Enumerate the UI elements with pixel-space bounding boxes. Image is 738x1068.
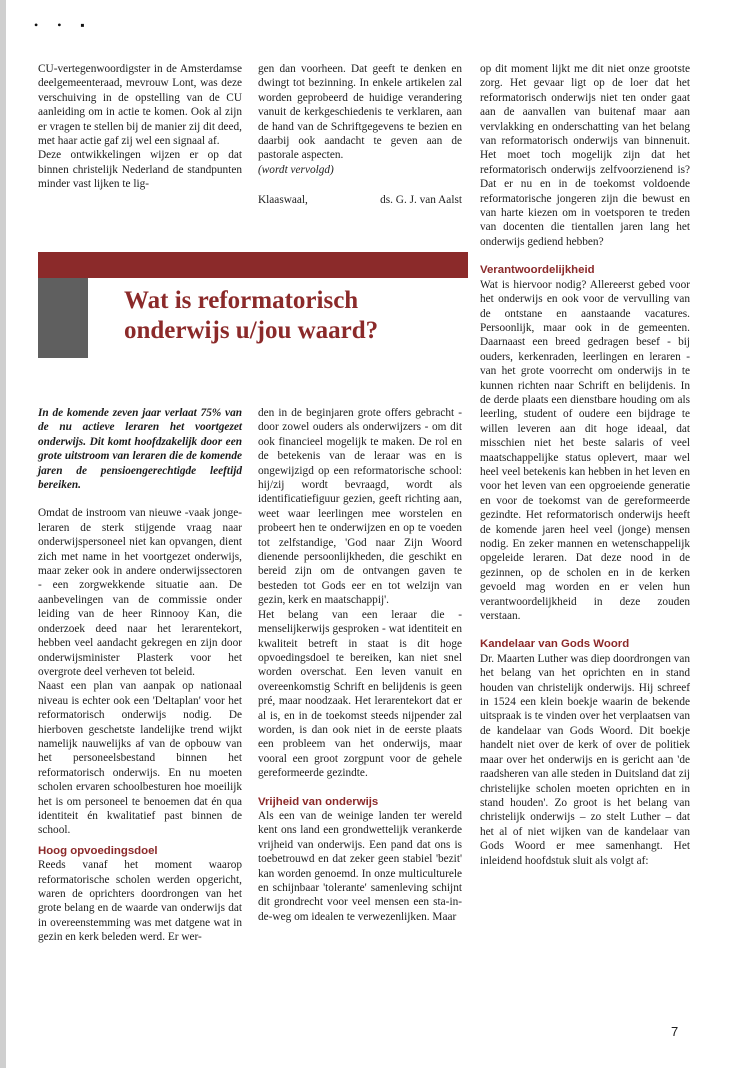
prev-article-p3: gen dan voorheen. Dat geeft te denken en dwingt tot bezinning. In enkele artikelen zal worden geprobeerd de huidige verandering vanuit de kerkgeschiedenis te verklaren, aan de hand van de Schriftgegevens te bezien en daarbij ook aandacht te geven aan de pastorale aspecten. — [258, 63, 462, 162]
signature — [258, 193, 462, 207]
article-col1 — [38, 406, 242, 945]
article-p5: Het belang van een leraar die - menselijkerwijs gesproken - wat identiteit en kwaliteit betreft in staat is dit hoge opvoedingsdoel te bereiken, kan niet snel worden overschat. Een leven vanuit en overeenkomstig Schrift en belijdenis is geen pré, maar noodzaak. Het lerarentekort dat er al is, en in de toekomst steeds nijpender zal worden, is dan ook niet in de eerste plaats een probleem van het onderwijs, maar vooral een groot zorgpunt voor de gehele gereformeerde gezindte. — [258, 608, 462, 780]
heading-hoog-opvoedingsdoel: Hoog opvoedingsdoel — [38, 844, 158, 857]
article-p1: Omdat de instroom van nieuwe -vaak jonge- leraren de sterk stijgende vraag naar onderwijspersoneel niet kan opvangen, dient zich met name in het voortgezet onderwijs, maar zeker ook in andere onderwijssectoren - een zorgwekkende situatie aan. De aanbevelingen van de commissie onder leiding van de heer Rinnooy Kan, die onderzoek deed naar het lerarentekort, hebben veel aandacht gekregen en zijn door onderwijsminister Plasterk voor het overgrote deel verheven tot beleid. — [38, 507, 242, 678]
heading-kandelaar: Kandelaar van Gods Woord — [480, 638, 630, 651]
heading-verantwoordelijkheid: Verantwoordelijkheid — [480, 264, 595, 277]
heading-vrijheid: Vrijheid van onderwijs — [258, 795, 379, 808]
article-p8: Wat is hiervoor nodig? Allereerst gebed voor het onderwijs en ook voor de vervulling van de ontstane en aanstaande vacatures. Persoonlijk, maar ook in de gemeenten. Daarnaast een breed gedragen besef - bij ouders, kerkenraden, leerlingen en leraren - van het grote voorrecht om onderwijs in te kunnen richten naar Schrift en belijdenis. In de derde plaats een dienstbare houding om als leerling, student of oudere een bijdrage te willen leveren aan dit hoge ideaal, dat misschien niet het beste salaris of veel maatschappelijke status oplevert, maar wel heel veel betekenis kan hebben in het leven en voor het leven van een opgroeiende generatie en voor de toekomst van de gereformeerde gezindte. Het reformatorisch onderwijs heeft de komende jaren heel veel (jonge) mensen nodig. En zeker mannen en wetenschappelijk opgeleide leraren. Dat deze nood in de gezinnen, op de scholen en in de kerken gevoeld mag worden en er velen hun verantwoordelijkheid in deze zouden verstaan. — [480, 278, 690, 623]
article-p4: den in de beginjaren grote offers gebracht - door zowel ouders als onderwijzers - om dit ook financieel mogelijk te maken. De rol en de betekenis van de leraar was en is ongewijzigd op een reformatorische school: hij/zij wordt bevraagd, wordt als identificatiefiguur gezien, geeft richting aan, weet waar leerlingen mee worstelen en probeert hen te onderwijzen en op te voeden tot zelfstandige, 'God naar Zijn Woord dienende persoonlijkheden, die geschikt en bereid zijn om de ontvangen gaven te besteden tot Gods eer en tot welzijn van gezin, kerk en maatschappij'. — [258, 407, 462, 607]
article-p3: Reeds vanaf het moment waarop reformatorische scholen werden opgericht, waren de oprichters doordrongen van het grote belang en de waarde van onderwijs dat in overeenstemming was met datgene wat in gezin en kerk beleden werd. Er wer- — [38, 859, 242, 944]
prev-article-col1 — [38, 62, 242, 192]
page-number: 7 — [671, 1024, 679, 1039]
article-col2 — [258, 406, 462, 924]
article-intro: In de komende zeven jaar verlaat 75% van de nu actieve leraren het voortgezet onderwijs. Dit komt hoofdzakelijk door een grote uitstroom van leraren die de komende jaren de pensioengerechtigde leeftijd bereiken. — [38, 407, 242, 492]
article-title: Wat is reformatorisch onderwijs u/jou waard? — [124, 287, 379, 344]
to-be-continued: (wordt vervolgd) — [258, 163, 334, 176]
article-p2: Naast een plan van aanpak op nationaal niveau is echter ook een 'Deltaplan' voor het reformatorisch onderwijs nodig. De hierboven geschetste landelijke trend wijkt namelijk nauwelijks af van de opbouw van het personeelsbestand binnen het reformatorisch onderwijs. En nu moeten scholen ervaren schoolbesturen hoe moeilijk het is om personeel te benoemen dat én qua identiteit én kwalitatief past binnen de school. — [38, 680, 242, 837]
signature-place: Klaaswaal, — [258, 194, 308, 207]
article-p6: Als een van de weinige landen ter wereld kent ons land een grondwettelijk verankerde vrijheid van onderwijs. Een pand dat ons is toebetrouwd en dat zeker geen stabiel 'bezit' kan worden genoemd. In onze multiculturele en schijnbaar 'tolerante' samenleving schijnt dit grondrecht voor veel mensen een sta-in-de-weg om idealen te verwezenlijken. Maar — [258, 809, 462, 923]
title-banner-shade — [38, 278, 88, 358]
scan-edge — [0, 0, 6, 1068]
prev-article-p1: CU-vertegenwoordigster in de Amsterdamse deelgemeenteraad, mevrouw Lont, was deze verschuiving in de opstelling van de CU aanleiding om in actie te komen. Ook al zijn er vragen te stellen bij de manier zij dit deed, met haar actie gaf zij wel een signaal af. — [38, 63, 242, 148]
prev-article-col2 — [258, 62, 462, 208]
article-col3 — [480, 62, 690, 868]
article-p7: op dit moment lijkt me dit niet onze grootste zorg. Het gevaar ligt op de loer dat het reformatorisch onderwijs niet ten onder gaat aan de aanvallen van buitenaf maar aan vervlakking en onderschatting van het belang van reformatorisch onderwijs van binnenuit. Het moet toch mogelijk zijn dat het reformatorisch onderwijs zelfvoorzienend is? Dat er nu en in de toekomst voldoende reformatorische jongeren zijn die bewust en van harte kiezen om in voetsporen te treden van docenten die tientallen jaren lang het onderwijs gediend hebben? — [480, 63, 690, 248]
article-p9: Dr. Maarten Luther was diep doordrongen van het belang van het oprichten en in stand houden van christelijk onderwijs. Hij schreef in 1524 een klein boekje waarin de bekende uitspraak is te vinden over het verplaatsen van de kandelaar van Gods Woord. Dit boekje handelt niet over de kerk of over de politiek maar over het onderwijs en is gericht aan 'de raadsheren van alle steden in Duitsland dat zij christelijke scholen moeten oprichten en in stand houden'. Zo groot is het belang van christelijk onderwijs – zo stelt Luther – dat het al of niet wijken van de kandelaar van Gods Woord er mee samenhangt. Het inleidend hoofdstuk sluit als volgt af: — [480, 652, 690, 867]
prev-article-p2: Deze ontwikkelingen wijzen er op dat binnen christelijk Nederland de standpunten minder vast lijken te lig- — [38, 149, 242, 191]
title-banner — [38, 252, 468, 278]
decorative-dots: • • ▪ — [34, 18, 93, 32]
signature-author: ds. G. J. van Aalst — [380, 194, 462, 207]
